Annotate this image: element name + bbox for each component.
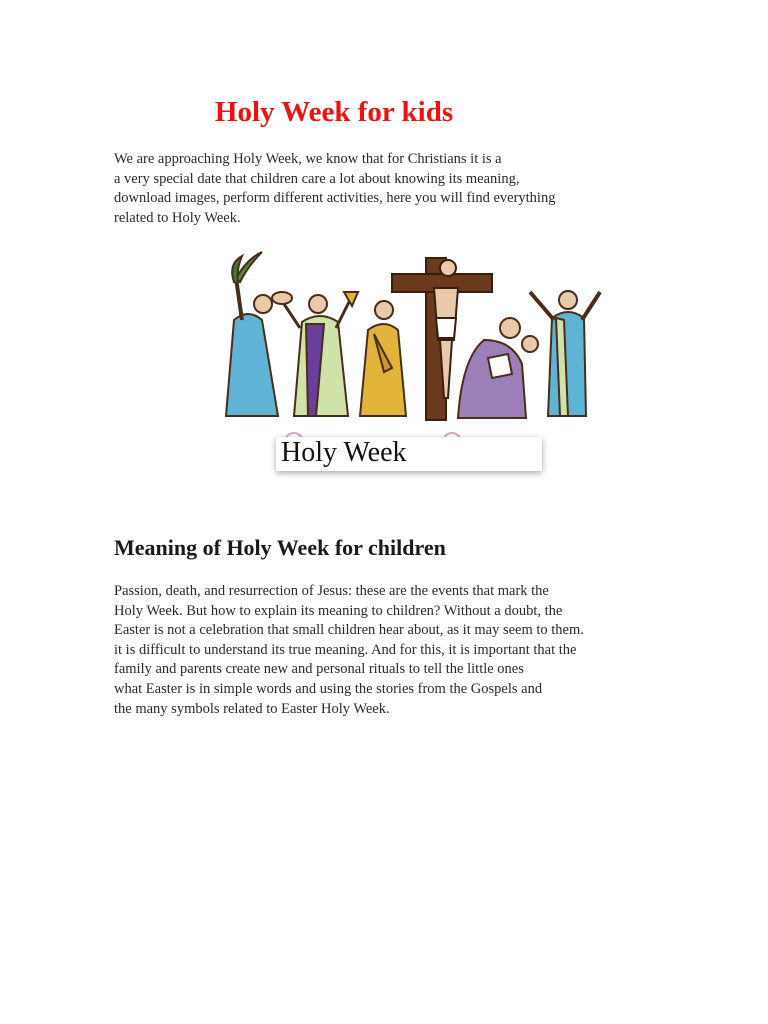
- kneeling-figure: [458, 318, 538, 418]
- section-line: Holy Week. But how to explain its meaning to children? Without a doubt, the: [114, 602, 563, 619]
- rejoicing-figure: [530, 291, 600, 416]
- section-heading: Meaning of Holy Week for children: [114, 535, 446, 560]
- page-title: Holy Week for kids: [214, 96, 454, 128]
- section-line: family and parents create new and personal rituals to tell the little ones: [114, 661, 524, 678]
- section-line: it is difficult to understand its true meaning. And for this, it is important that the: [114, 641, 577, 658]
- bread-figure: [272, 292, 358, 416]
- section-line: what Easter is in simple words and using the stories from the Gospels and: [114, 680, 543, 697]
- section-line: Passion, death, and resurrection of Jesus: these are the events that mark the: [114, 583, 549, 599]
- section-line: Easter is not a celebration that small children hear about, as it may seem to them.: [114, 622, 584, 639]
- intro-line: related to Holy Week.: [114, 209, 241, 226]
- section-paragraph: [114, 582, 594, 719]
- intro-line: download images, perform different activities, here you will find everything: [114, 190, 556, 207]
- palm-figure: [226, 252, 278, 416]
- intro-line: We are approaching Holy Week, we know that for Christians it is a: [114, 151, 502, 167]
- intro-line: a very special date that children care a lot about knowing its meaning,: [114, 170, 520, 187]
- section-line: the many symbols related to Easter Holy Week.: [114, 700, 390, 717]
- intro-paragraph: [114, 150, 594, 228]
- image-caption: Holy Week: [281, 437, 407, 468]
- praying-figure: [360, 301, 406, 416]
